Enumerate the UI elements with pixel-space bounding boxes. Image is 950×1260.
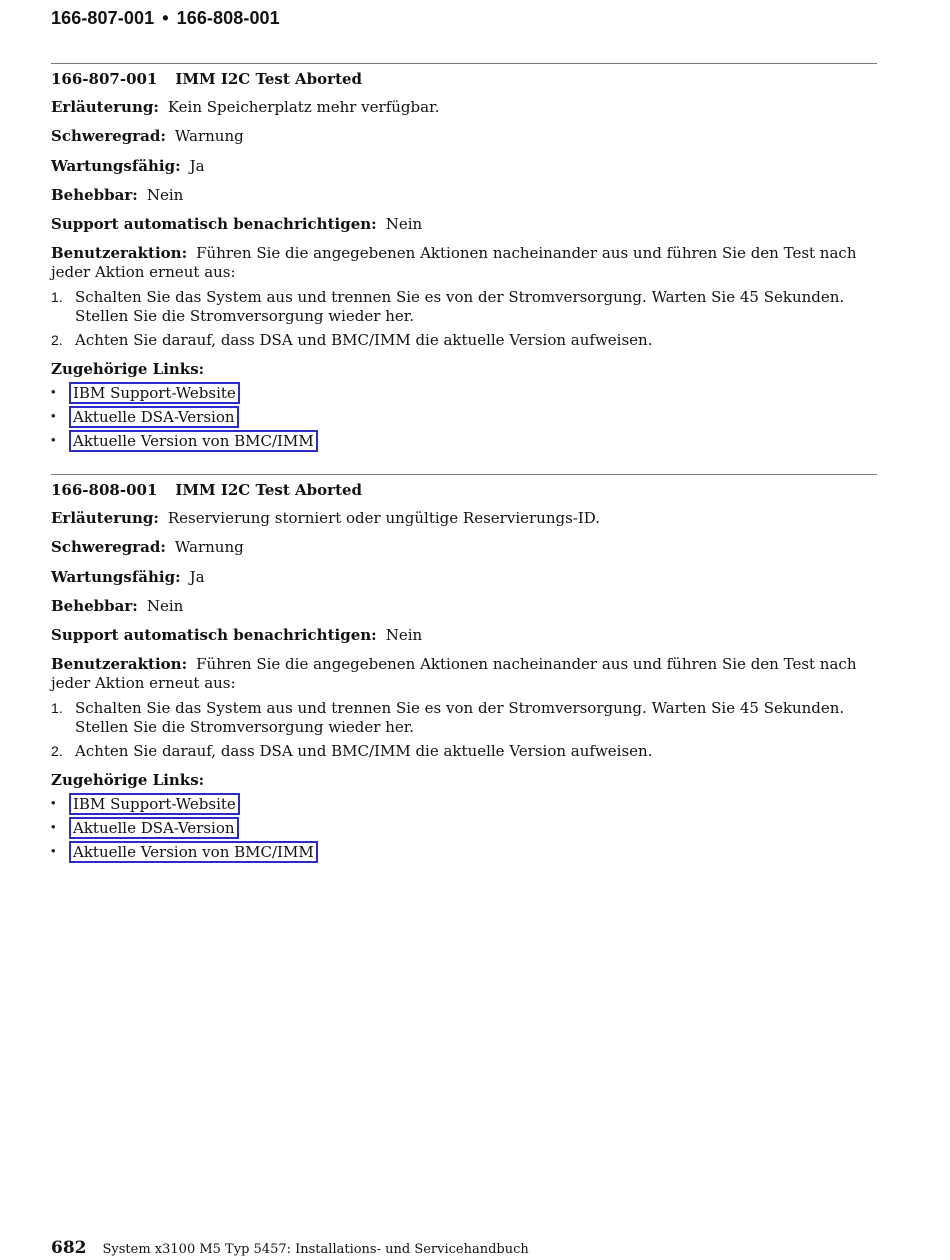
explanation-field	[51, 98, 877, 117]
severity-label: Schweregrad:	[51, 127, 166, 145]
book-title: System x3100 M5 Typ 5457: Installations- und Servicehandbuch	[102, 1242, 529, 1257]
auto-notify-value: Nein	[385, 626, 423, 644]
severity-field	[51, 127, 877, 146]
step-text: Achten Sie darauf, dass DSA und BMC/IMM die aktuelle Version aufweisen.	[75, 331, 653, 349]
bullet-icon: •	[51, 384, 56, 399]
auto-notify-label: Support automatisch benachrichtigen:	[51, 626, 377, 644]
header-separator: •	[162, 8, 169, 28]
explanation-label: Erläuterung:	[51, 509, 159, 527]
user-action-field	[51, 655, 877, 693]
step-number: 2.	[51, 332, 63, 348]
entry-code: 166-807-001	[51, 70, 158, 88]
entry-name: IMM I2C Test Aborted	[175, 70, 363, 88]
severity-field	[51, 538, 877, 557]
related-link-item	[51, 793, 318, 817]
bmc-imm-version-link[interactable]: Aktuelle Version von BMC/IMM	[69, 841, 318, 863]
recoverable-field	[51, 597, 877, 616]
dsa-version-link[interactable]: Aktuelle DSA-Version	[69, 817, 239, 839]
bullet-icon: •	[51, 432, 56, 447]
auto-notify-label: Support automatisch benachrichtigen:	[51, 215, 377, 233]
bullet-icon: •	[51, 795, 56, 810]
action-steps	[51, 288, 877, 350]
entry-title	[51, 70, 362, 88]
step-number: 1.	[51, 700, 63, 716]
step-number: 2.	[51, 743, 63, 759]
bullet-icon: •	[51, 819, 56, 834]
bmc-imm-version-link[interactable]: Aktuelle Version von BMC/IMM	[69, 430, 318, 452]
recoverable-value: Nein	[146, 597, 184, 615]
serviceable-value: Ja	[189, 568, 205, 586]
serviceable-field	[51, 568, 877, 587]
severity-label: Schweregrad:	[51, 538, 166, 556]
user-action-value: Führen Sie die angegebenen Aktionen nacheinander aus und führen Sie den Test nach jeder Aktion erneut aus:	[51, 244, 857, 281]
step-text: Schalten Sie das System aus und trennen Sie es von der Stromversorgung. Warten Sie 45 Sekunden. Stellen Sie die Stromversorgung wieder her.	[75, 699, 845, 736]
action-step	[51, 742, 877, 761]
ibm-support-link[interactable]: IBM Support-Website	[69, 793, 240, 815]
serviceable-value: Ja	[189, 157, 205, 175]
entry-title	[51, 481, 362, 499]
related-links-heading: Zugehörige Links:	[51, 360, 205, 378]
explanation-value: Reservierung storniert oder ungültige Reservierungs-ID.	[167, 509, 601, 527]
ibm-support-link[interactable]: IBM Support-Website	[69, 382, 240, 404]
serviceable-label: Wartungsfähig:	[51, 568, 181, 586]
related-link-item	[51, 841, 318, 865]
auto-notify-value: Nein	[385, 215, 423, 233]
auto-notify-field	[51, 626, 877, 645]
severity-value: Warnung	[174, 538, 244, 556]
bullet-icon: •	[51, 843, 56, 858]
recoverable-label: Behebbar:	[51, 597, 138, 615]
action-step	[51, 331, 877, 350]
section-divider	[51, 474, 877, 475]
related-links-list	[51, 382, 318, 454]
header-right-code: 166-808-001	[176, 8, 280, 28]
related-links-heading: Zugehörige Links:	[51, 771, 205, 789]
user-action-field	[51, 244, 877, 282]
entry-code: 166-808-001	[51, 481, 158, 499]
header-left-code: 166-807-001	[51, 8, 155, 28]
step-text: Achten Sie darauf, dass DSA und BMC/IMM die aktuelle Version aufweisen.	[75, 742, 653, 760]
dsa-version-link[interactable]: Aktuelle DSA-Version	[69, 406, 239, 428]
related-link-item	[51, 430, 318, 454]
severity-value: Warnung	[174, 127, 244, 145]
user-action-label: Benutzeraktion:	[51, 244, 188, 262]
section-divider	[51, 63, 877, 64]
recoverable-value: Nein	[146, 186, 184, 204]
explanation-label: Erläuterung:	[51, 98, 159, 116]
user-action-label: Benutzeraktion:	[51, 655, 188, 673]
bullet-icon: •	[51, 408, 56, 423]
serviceable-label: Wartungsfähig:	[51, 157, 181, 175]
serviceable-field	[51, 157, 877, 176]
auto-notify-field	[51, 215, 877, 234]
explanation-value: Kein Speicherplatz mehr verfügbar.	[167, 98, 440, 116]
explanation-field	[51, 509, 877, 528]
recoverable-field	[51, 186, 877, 205]
page-footer	[51, 1238, 529, 1258]
action-step	[51, 288, 877, 326]
related-link-item	[51, 817, 318, 841]
user-action-value: Führen Sie die angegebenen Aktionen nacheinander aus und führen Sie den Test nach jeder Aktion erneut aus:	[51, 655, 857, 692]
related-link-item	[51, 406, 318, 430]
related-link-item	[51, 382, 318, 406]
entry-name: IMM I2C Test Aborted	[175, 481, 363, 499]
step-text: Schalten Sie das System aus und trennen Sie es von der Stromversorgung. Warten Sie 45 Sekunden. Stellen Sie die Stromversorgung wieder her.	[75, 288, 845, 325]
page-number: 682	[51, 1238, 87, 1258]
related-links-list	[51, 793, 318, 865]
action-steps	[51, 699, 877, 761]
recoverable-label: Behebbar:	[51, 186, 138, 204]
step-number: 1.	[51, 289, 63, 305]
action-step	[51, 699, 877, 737]
running-header	[51, 8, 280, 29]
